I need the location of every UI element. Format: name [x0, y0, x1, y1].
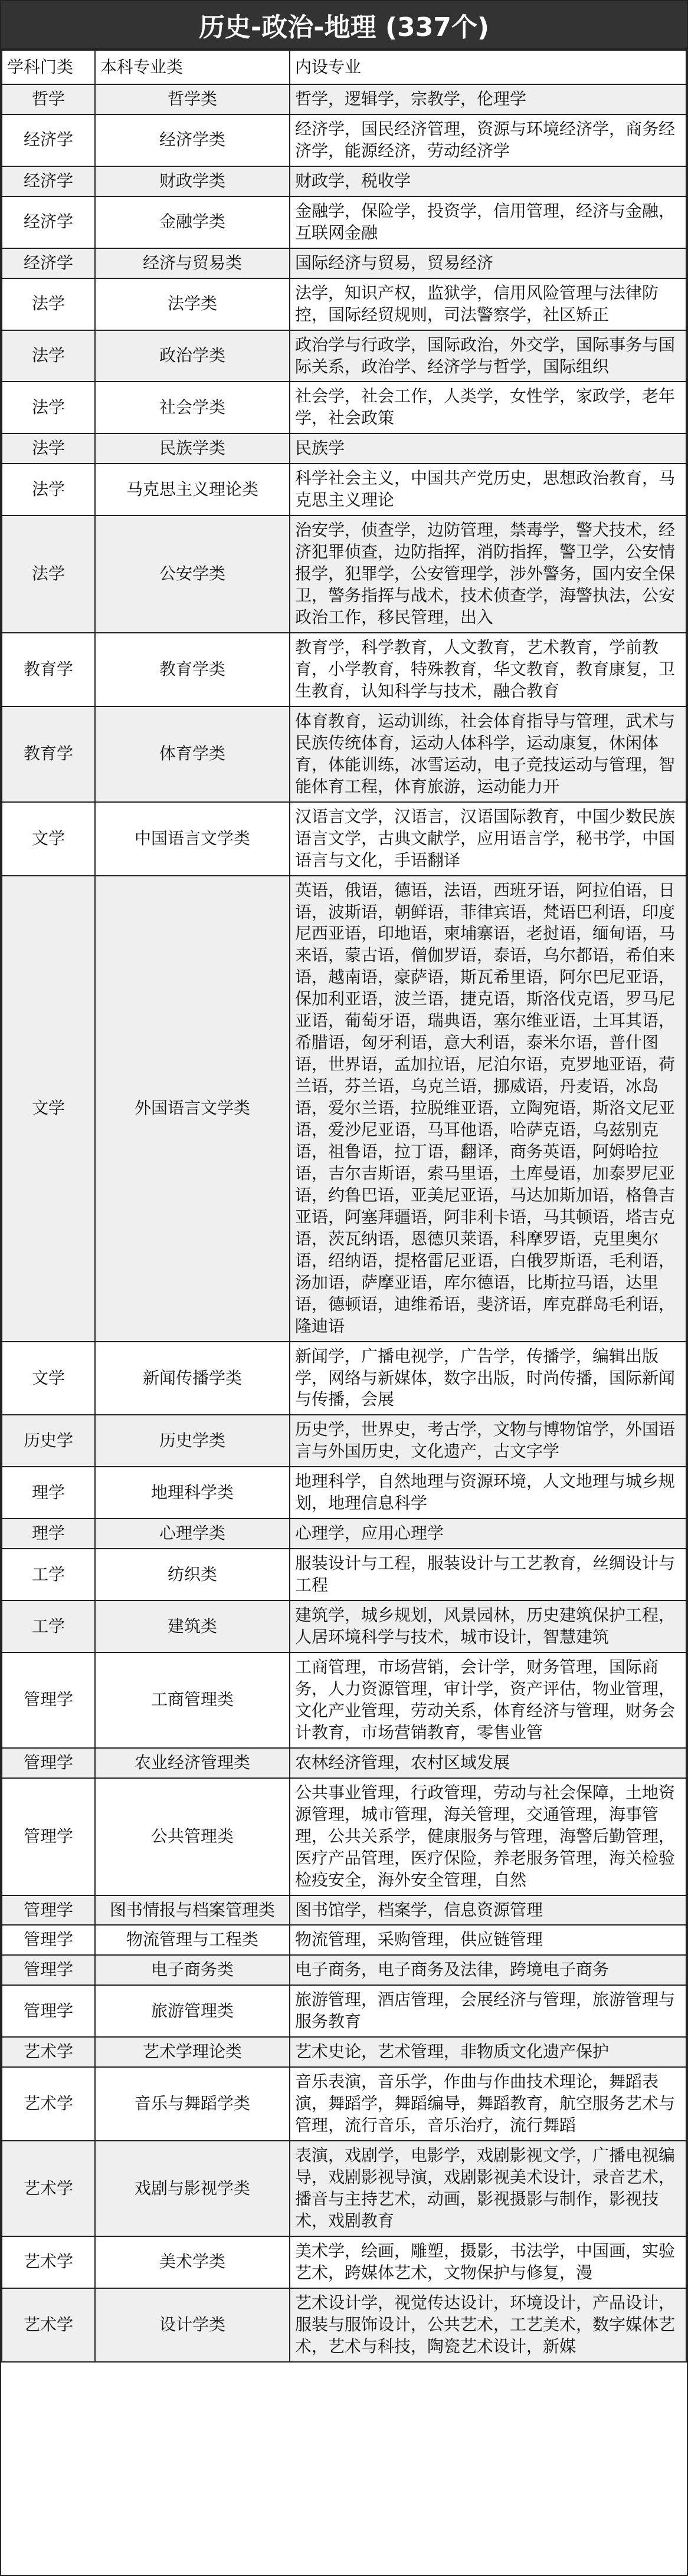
table-row: [2, 1601, 686, 1652]
category-cell: 历史学: [2, 1415, 95, 1467]
category-cell: 法学: [2, 330, 95, 382]
category-cell: 管理学: [2, 1778, 95, 1895]
category-cell: 文学: [2, 802, 95, 876]
major-class-cell: 新闻传播学类: [95, 1342, 290, 1415]
major-class-cell: 音乐与舞蹈学类: [95, 2067, 290, 2141]
major-class-cell: 地理科学类: [95, 1467, 290, 1519]
majors-cell: 教育学，科学教育，人文教育，艺术教育，学前教育，小学教育，特殊教育，华文教育，教育康复，卫生教育，认知科学与技术，融合教育: [290, 633, 686, 707]
majors-cell: 表演，戏剧学，电影学，戏剧影视文学，广播电视编导，戏剧影视导演，戏剧影视美术设计，录音艺术，播音与主持艺术，动画，影视摄影与制作，影视技术，戏剧教育: [290, 2141, 686, 2236]
major-class-cell: 经济与贸易类: [95, 248, 290, 278]
majors-cell: 汉语言文学，汉语言，汉语国际教育，中国少数民族语言文学，古典文献学，应用语言学，秘书学，中国语言与文化，手语翻译: [290, 802, 686, 876]
majors-cell: 哲学，逻辑学，宗教学，伦理学: [290, 84, 686, 114]
category-cell: 法学: [2, 433, 95, 464]
major-class-cell: 美术学类: [95, 2236, 290, 2288]
major-class-cell: 马克思主义理论类: [95, 464, 290, 515]
category-cell: 艺术学: [2, 2288, 95, 2362]
majors-cell: 科学社会主义，中国共产党历史，思想政治教育，马克思主义理论: [290, 464, 686, 515]
category-cell: 管理学: [2, 1955, 95, 1985]
table-row: [2, 2236, 686, 2288]
major-class-cell: 艺术学理论类: [95, 2037, 290, 2067]
page-title: 历史-政治-地理 (337个): [1, 1, 687, 50]
table-row: [2, 196, 686, 248]
table-row: [2, 1985, 686, 2037]
category-cell: 艺术学: [2, 2236, 95, 2288]
category-cell: 艺术学: [2, 2067, 95, 2141]
category-cell: 经济学: [2, 248, 95, 278]
table-row: [2, 1925, 686, 1955]
majors-cell: 音乐表演，音乐学，作曲与作曲技术理论，舞蹈表演，舞蹈学，舞蹈编导，舞蹈教育，航空服务艺术与管理，流行音乐，音乐治疗，流行舞蹈: [290, 2067, 686, 2141]
major-class-cell: 民族学类: [95, 433, 290, 464]
major-class-cell: 金融学类: [95, 196, 290, 248]
major-class-cell: 教育学类: [95, 633, 290, 707]
major-class-cell: 哲学类: [95, 84, 290, 114]
category-cell: 管理学: [2, 1748, 95, 1778]
majors-cell: 图书馆学，档案学，信息资源管理: [290, 1895, 686, 1926]
major-class-cell: 农业经济管理类: [95, 1748, 290, 1778]
category-cell: 经济学: [2, 166, 95, 196]
table-row: [2, 1549, 686, 1601]
table-row: [2, 278, 686, 330]
table-header-row: [2, 50, 686, 84]
major-class-cell: 社会学类: [95, 382, 290, 433]
table-row: [2, 802, 686, 876]
category-cell: 哲学: [2, 84, 95, 114]
table-row: [2, 1415, 686, 1467]
majors-cell: 社会学，社会工作，人类学，女性学，家政学，老年学，社会政策: [290, 382, 686, 433]
major-class-cell: 法学类: [95, 278, 290, 330]
major-class-cell: 戏剧与影视学类: [95, 2141, 290, 2236]
table-row: [2, 633, 686, 707]
major-class-cell: 建筑类: [95, 1601, 290, 1652]
category-cell: 管理学: [2, 1652, 95, 1748]
category-cell: 法学: [2, 382, 95, 433]
category-cell: 法学: [2, 278, 95, 330]
major-table: [1, 50, 687, 2363]
table-row: [2, 1748, 686, 1778]
table-row: [2, 84, 686, 114]
major-class-cell: 设计学类: [95, 2288, 290, 2362]
major-class-cell: 财政学类: [95, 166, 290, 196]
major-class-cell: 公共管理类: [95, 1778, 290, 1895]
major-class-cell: 旅游管理类: [95, 1985, 290, 2037]
category-cell: 教育学: [2, 707, 95, 802]
category-cell: 管理学: [2, 1895, 95, 1926]
majors-cell: 建筑学，城乡规划，风景园林，历史建筑保护工程，人居环境科学与技术，城市设计，智慧建筑: [290, 1601, 686, 1652]
table-row: [2, 248, 686, 278]
majors-cell: 农林经济管理，农村区域发展: [290, 1748, 686, 1778]
majors-cell: 电子商务，电子商务及法律，跨境电子商务: [290, 1955, 686, 1985]
majors-cell: 民族学: [290, 433, 686, 464]
category-cell: 艺术学: [2, 2141, 95, 2236]
table-row: [2, 515, 686, 633]
major-class-cell: 中国语言文学类: [95, 802, 290, 876]
major-class-cell: 体育学类: [95, 707, 290, 802]
majors-cell: 财政学，税收学: [290, 166, 686, 196]
table-row: [2, 330, 686, 382]
majors-cell: 新闻学，广播电视学，广告学，传播学，编辑出版学，网络与新媒体，数字出版，时尚传播，国际新闻与传播，会展: [290, 1342, 686, 1415]
majors-cell: 艺术史论，艺术管理，非物质文化遗产保护: [290, 2037, 686, 2067]
majors-cell: 金融学，保险学，投资学，信用管理，经济与金融，互联网金融: [290, 196, 686, 248]
majors-cell: 服装设计与工程，服装设计与工艺教育，丝绸设计与工程: [290, 1549, 686, 1601]
table-row: [2, 433, 686, 464]
majors-cell: 公共事业管理，行政管理，劳动与社会保障，土地资源管理，城市管理，海关管理，交通管理，海事管理，公共关系学，健康服务与管理，海警后勤管理，医疗产品管理，医疗保险，养老服务管理，海关检验检疫安全，海外安全管理，自然: [290, 1778, 686, 1895]
majors-cell: 美术学，绘画，雕塑，摄影，书法学，中国画，实验艺术，跨媒体艺术，文物保护与修复，漫: [290, 2236, 686, 2288]
majors-cell: 历史学，世界史，考古学，文物与博物馆学，外国语言与外国历史，文化遗产，古文字学: [290, 1415, 686, 1467]
table-row: [2, 114, 686, 166]
major-class-cell: 公安学类: [95, 515, 290, 633]
table-body: [2, 84, 686, 2362]
table-row: [2, 707, 686, 802]
table-row: [2, 1519, 686, 1549]
majors-cell: 英语，俄语，德语，法语，西班牙语，阿拉伯语，日语，波斯语，朝鲜语，菲律宾语，梵语巴利语，印度尼西亚语，印地语，柬埔寨语，老挝语，缅甸语，马来语，蒙古语，僧伽罗语，泰语，乌尔都语，希伯来语，越南语，豪萨语，斯瓦希里语，阿尔巴尼亚语，保加利亚语，波兰语，捷克语，斯洛伐克语，罗马尼亚语，葡萄牙语，瑞典语，塞尔维亚语，土耳其语，希腊语，匈牙利语，意大利语，泰米尔语，普什图语，世界语，孟加拉语，尼泊尔语，克罗地亚语，荷兰语，芬兰语，乌克兰语，挪威语，丹麦语，冰岛语，爱尔兰语，拉脱维亚语，立陶宛语，斯洛文尼亚语，爱沙尼亚语，马耳他语，哈萨克语，乌兹别克语，祖鲁语，拉丁语，翻译，商务英语，阿姆哈拉语，吉尔吉斯语，索马里语，土库曼语，加泰罗尼亚语，约鲁巴语，亚美尼亚语，马达加斯加语，格鲁吉亚语，阿塞拜疆语，阿非利卡语，马其顿语，塔吉克语，茨瓦纳语，恩德贝莱语，科摩罗语，克里奥尔语，绍纳语，提格雷尼亚语，白俄罗斯语，毛利语，汤加语，萨摩亚语，库尔德语，比斯拉马语，达里语，德顿语，迪维希语，斐济语，库克群岛毛利语，隆迪语: [290, 876, 686, 1342]
table-row: [2, 2067, 686, 2141]
majors-cell: 治安学，侦查学，边防管理，禁毒学，警犬技术，经济犯罪侦查，边防指挥，消防指挥，警卫学，公安情报学，犯罪学，公安管理学，涉外警务，国内安全保卫，警务指挥与战术，技术侦查学，海警执法，公安政治工作，移民管理，出入: [290, 515, 686, 633]
major-class-cell: 政治学类: [95, 330, 290, 382]
category-cell: 教育学: [2, 633, 95, 707]
category-cell: 理学: [2, 1519, 95, 1549]
majors-cell: 政治学与行政学，国际政治，外交学，国际事务与国际关系，政治学、经济学与哲学，国际组织: [290, 330, 686, 382]
major-class-cell: 工商管理类: [95, 1652, 290, 1748]
majors-cell: 国际经济与贸易，贸易经济: [290, 248, 686, 278]
table-row: [2, 2141, 686, 2236]
category-cell: 经济学: [2, 114, 95, 166]
table-row: [2, 464, 686, 515]
majors-cell: 法学，知识产权，监狱学，信用风险管理与法律防控，国际经贸规则，司法警察学，社区矫正: [290, 278, 686, 330]
category-cell: 工学: [2, 1549, 95, 1601]
major-class-cell: 历史学类: [95, 1415, 290, 1467]
table-row: [2, 1778, 686, 1895]
major-class-cell: 图书情报与档案管理类: [95, 1895, 290, 1926]
table-row: [2, 1652, 686, 1748]
table-row: [2, 876, 686, 1342]
header-majors: 内设专业: [290, 50, 686, 84]
majors-cell: 经济学，国民经济管理，资源与环境经济学，商务经济学，能源经济，劳动经济学: [290, 114, 686, 166]
category-cell: 工学: [2, 1601, 95, 1652]
table-row: [2, 2037, 686, 2067]
header-category: 学科门类: [2, 50, 95, 84]
major-class-cell: 纺织类: [95, 1549, 290, 1601]
major-class-cell: 心理学类: [95, 1519, 290, 1549]
majors-cell: 工商管理，市场营销，会计学，财务管理，国际商务，人力资源管理，审计学，资产评估，物业管理，文化产业管理，劳动关系，体育经济与管理，财务会计教育，市场营销教育，零售业管: [290, 1652, 686, 1748]
majors-cell: 物流管理，采购管理，供应链管理: [290, 1925, 686, 1955]
major-class-cell: 经济学类: [95, 114, 290, 166]
category-cell: 法学: [2, 464, 95, 515]
category-cell: 管理学: [2, 1925, 95, 1955]
table-row: [2, 382, 686, 433]
category-cell: 文学: [2, 876, 95, 1342]
category-cell: 法学: [2, 515, 95, 633]
category-cell: 管理学: [2, 1985, 95, 2037]
major-class-cell: 物流管理与工程类: [95, 1925, 290, 1955]
category-cell: 经济学: [2, 196, 95, 248]
category-cell: 文学: [2, 1342, 95, 1415]
category-cell: 理学: [2, 1467, 95, 1519]
table-row: [2, 1895, 686, 1926]
table-row: [2, 166, 686, 196]
major-class-cell: 外国语言文学类: [95, 876, 290, 1342]
table-row: [2, 1955, 686, 1985]
header-major-class: 本科专业类: [95, 50, 290, 84]
table-row: [2, 1342, 686, 1415]
table-row: [2, 2288, 686, 2362]
category-cell: 艺术学: [2, 2037, 95, 2067]
majors-cell: 艺术设计学，视觉传达设计，环境设计，产品设计，服装与服饰设计，公共艺术，工艺美术，数字媒体艺术，艺术与科技，陶瓷艺术设计，新媒: [290, 2288, 686, 2362]
table-row: [2, 1467, 686, 1519]
majors-cell: 旅游管理，酒店管理，会展经济与管理，旅游管理与服务教育: [290, 1985, 686, 2037]
majors-cell: 体育教育，运动训练，社会体育指导与管理，武术与民族传统体育，运动人体科学，运动康复，休闲体育，体能训练，冰雪运动，电子竞技运动与管理，智能体育工程，体育旅游，运动能力开: [290, 707, 686, 802]
major-class-cell: 电子商务类: [95, 1955, 290, 1985]
majors-cell: 地理科学，自然地理与资源环境，人文地理与城乡规划，地理信息科学: [290, 1467, 686, 1519]
majors-cell: 心理学，应用心理学: [290, 1519, 686, 1549]
